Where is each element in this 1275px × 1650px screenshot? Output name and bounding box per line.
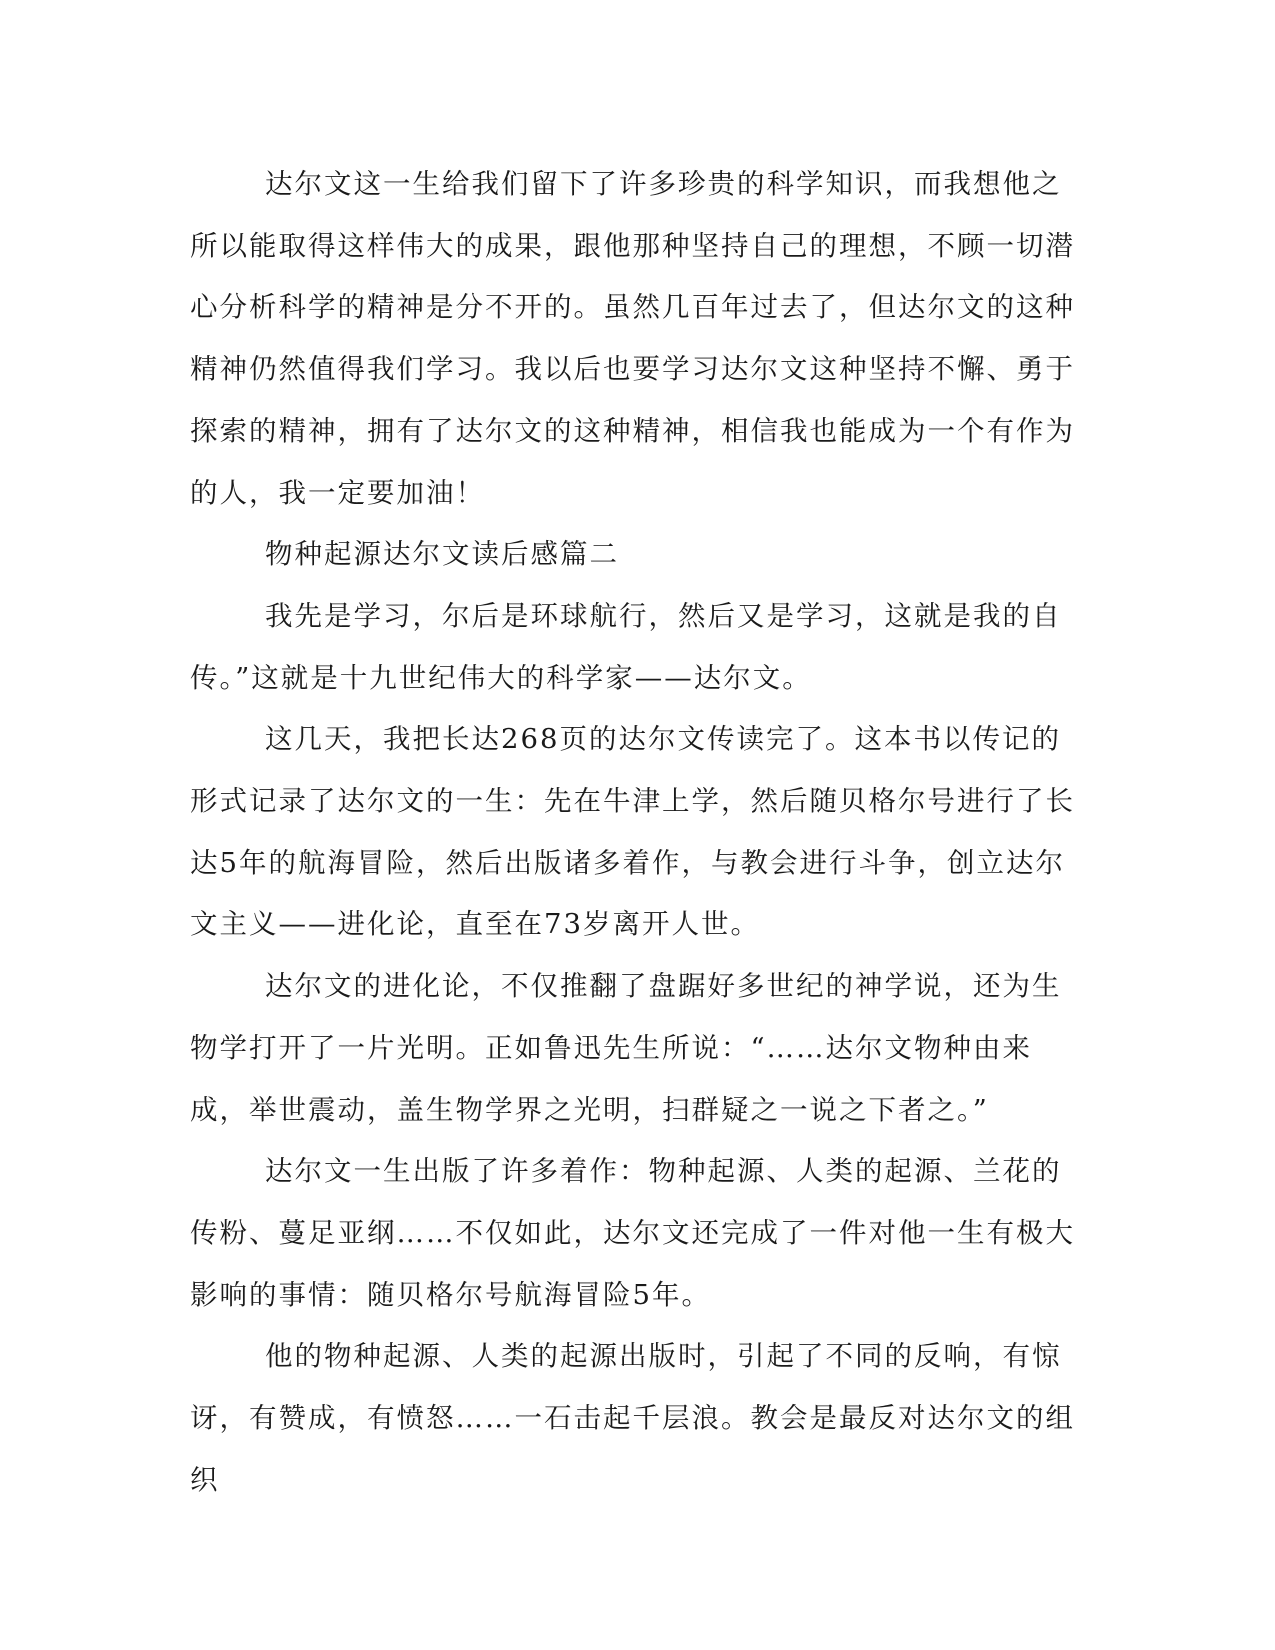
paragraph-autobiography-quote: 我先是学习，尔后是环球航行，然后又是学习，这就是我的自传。”这就是十九世纪伟大的科学家——达尔文。 xyxy=(190,599,1062,694)
paragraph-biography-summary: 这几天，我把长达268页的达尔文传读完了。这本书以传记的形式记录了达尔文的一生：先在牛津上学，然后随贝格尔号进行了长达5年的航海冒险，然后出版诸多着作，与教会进行斗争，创立达尔文主义——进化论，直至在73岁离开人世。 xyxy=(190,723,1075,941)
paragraph-darwin-legacy: 达尔文这一生给我们留下了许多珍贵的科学知识，而我想他之所以能取得这样伟大的成果，跟他那种坚持自己的理想，不顾一切潜心分析科学的精神是分不开的。虽然几百年过去了，但达尔文的这种精神仍然值得我们学习。我以后也要学习达尔文这种坚持不懈、勇于探索的精神，拥有了达尔文的这种精神，相信我也能成为一个有作为的人，我一定要加油！ xyxy=(190,168,1075,509)
document-body xyxy=(190,154,1080,1511)
paragraph-reactions: 他的物种起源、人类的起源出版时，引起了不同的反响，有惊讶，有赞成，有愤怒……一石击起千层浪。教会是最反对达尔文的组织 xyxy=(190,1340,1075,1496)
paragraph-evolution-theory: 达尔文的进化论，不仅推翻了盘踞好多世纪的神学说，还为生物学打开了一片光明。正如鲁迅先生所说：“……达尔文物种由来成，举世震动，盖生物学界之光明，扫群疑之一说之下者之。” xyxy=(190,970,1062,1126)
paragraph-publications: 达尔文一生出版了许多着作：物种起源、人类的起源、兰花的传粉、蔓足亚纲……不仅如此，达尔文还完成了一件对他一生有极大影响的事情：随贝格尔号航海冒险5年。 xyxy=(190,1155,1075,1311)
section-heading: 物种起源达尔文读后感篇二 xyxy=(265,538,619,571)
